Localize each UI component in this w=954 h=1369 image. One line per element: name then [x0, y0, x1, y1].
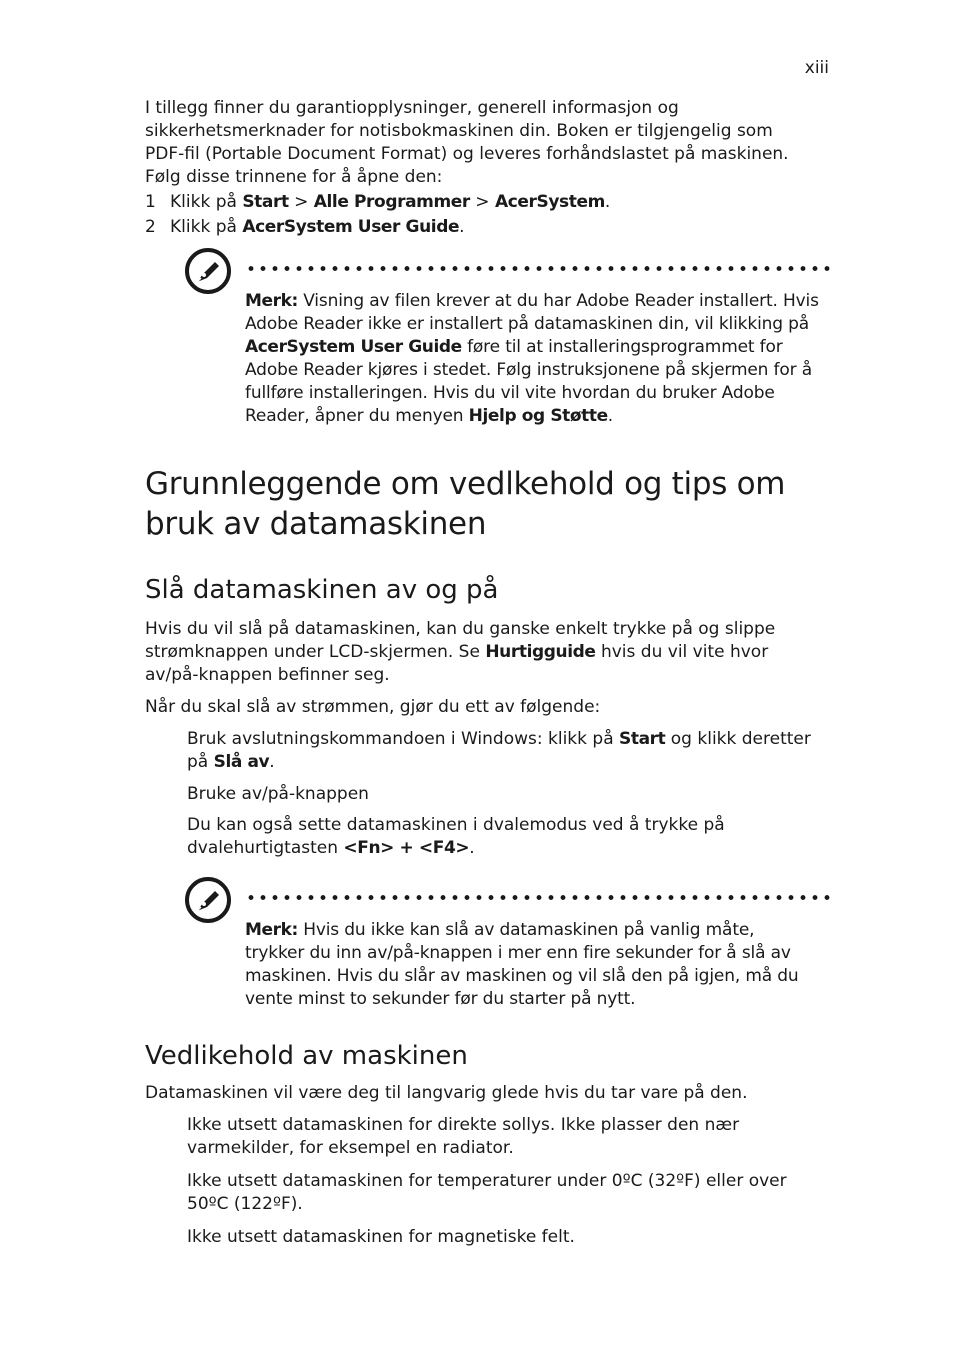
- note-text-part: .: [607, 406, 614, 426]
- step-end: .: [459, 217, 465, 237]
- note-text-part: Hvis du ikke kan slå av datamaskinen på vanlig måte, trykker du inn av/på-knappen i mer enn fire sekunder for å slå av maskinen. Hvis du slår av maskinen og vil slå den på igjen, må du vente minst to sekunder før du starter på nytt.: [245, 920, 799, 1009]
- page-number: xiii: [804, 58, 829, 78]
- option-text: Bruk avslutningskommandoen i Windows: klikk på: [187, 729, 620, 749]
- maintenance-item-3: Ikke utsett datamaskinen for magnetiske felt.: [187, 1227, 575, 1247]
- ui-label-help-support: Hjelp og Støtte: [468, 406, 608, 426]
- ui-label-start: Start: [619, 729, 666, 749]
- step-1: [145, 191, 610, 214]
- section-heading-power: Slå datamaskinen av og på: [145, 575, 499, 605]
- separator: >: [469, 192, 495, 212]
- ui-label-start: Start: [242, 192, 289, 212]
- option-text: .: [469, 838, 475, 858]
- maintenance-intro: Datamaskinen vil være deg til langvarig glede hvis du tar vare på den.: [145, 1083, 748, 1103]
- step-number: 1: [145, 192, 156, 212]
- note-1-text: [245, 290, 835, 428]
- ui-label-quick-guide: Hurtigguide: [485, 642, 596, 662]
- paragraph-text: Hvis du vil slå på datamaskinen, kan du ganske enkelt trykke på og slippe strømknappen under LCD-skjermen. Se: [145, 619, 776, 662]
- option-text: Du kan også sette datamaskinen i dvalemodus ved å trykke på dvalehurtigtasten: [187, 815, 725, 858]
- ui-label-shut-down: Slå av: [213, 752, 270, 772]
- power-paragraph-2: Når du skal slå av strømmen, gjør du ett av følgende:: [145, 697, 601, 717]
- note-divider: [245, 895, 833, 900]
- note-pen-icon: [184, 247, 232, 295]
- power-option-1: [187, 728, 837, 774]
- paragraph-text: hvis du vil vite hvor av/på-knappen befinner seg.: [145, 642, 769, 685]
- note-label: Merk:: [245, 920, 298, 940]
- power-option-2: Bruke av/på-knappen: [187, 784, 369, 804]
- maintenance-item-1: Ikke utsett datamaskinen for direkte sollys. Ikke plasser den nær varmekilder, for eksempel en radiator.: [187, 1115, 740, 1158]
- note-2-text: [245, 919, 815, 1011]
- ui-label-user-guide: AcerSystem User Guide: [242, 217, 460, 237]
- section-heading-maintenance: Vedlikehold av maskinen: [145, 1041, 468, 1071]
- note-pen-icon: [184, 876, 232, 924]
- step-text: Klikk på: [170, 192, 243, 212]
- option-text: .: [269, 752, 275, 772]
- note-divider: [245, 266, 833, 271]
- step-text: Klikk på: [170, 217, 243, 237]
- power-paragraph-1: [145, 618, 825, 687]
- intro-paragraph: I tillegg finner du garantiopplysninger, generell informasjon og sikkerhetsmerknader for notisbokmaskinen din. Boken er tilgjengelig som PDF-fil (Portable Document Format) og leveres forhåndslastet på maskinen. Følg disse trinnene for å åpne den:: [145, 98, 789, 187]
- power-option-3: [187, 814, 747, 860]
- step-2: [145, 216, 465, 239]
- main-heading: Grunnleggende om vedlkehold og tips om bruk av datamaskinen: [145, 466, 786, 542]
- option-text: og klikk deretter på: [187, 729, 811, 772]
- maintenance-item-2: Ikke utsett datamaskinen for temperaturer under 0ºC (32ºF) eller over 50ºC (122ºF).: [187, 1171, 787, 1214]
- step-number: 2: [145, 217, 156, 237]
- ui-label-acersystem: AcerSystem: [494, 192, 605, 212]
- note-label: Merk:: [245, 291, 298, 311]
- note-text-part: føre til at installeringsprogrammet for Adobe Reader kjøres i stedet. Følg instruksjonene på skjermen for å fullføre installeringen. Hvis du vil vite hvordan du bruker Adobe Reader, åpner du menyen: [245, 337, 812, 426]
- hotkey-label: <Fn> + <F4>: [343, 838, 470, 858]
- ui-label-user-guide: AcerSystem User Guide: [245, 337, 462, 357]
- step-end: .: [604, 192, 611, 212]
- note-text-part: Visning av filen krever at du har Adobe Reader installert. Hvis Adobe Reader ikke er installert på datamaskinen din, vil klikking på: [245, 291, 819, 334]
- separator: >: [288, 192, 314, 212]
- ui-label-all-programs: Alle Programmer: [313, 192, 470, 212]
